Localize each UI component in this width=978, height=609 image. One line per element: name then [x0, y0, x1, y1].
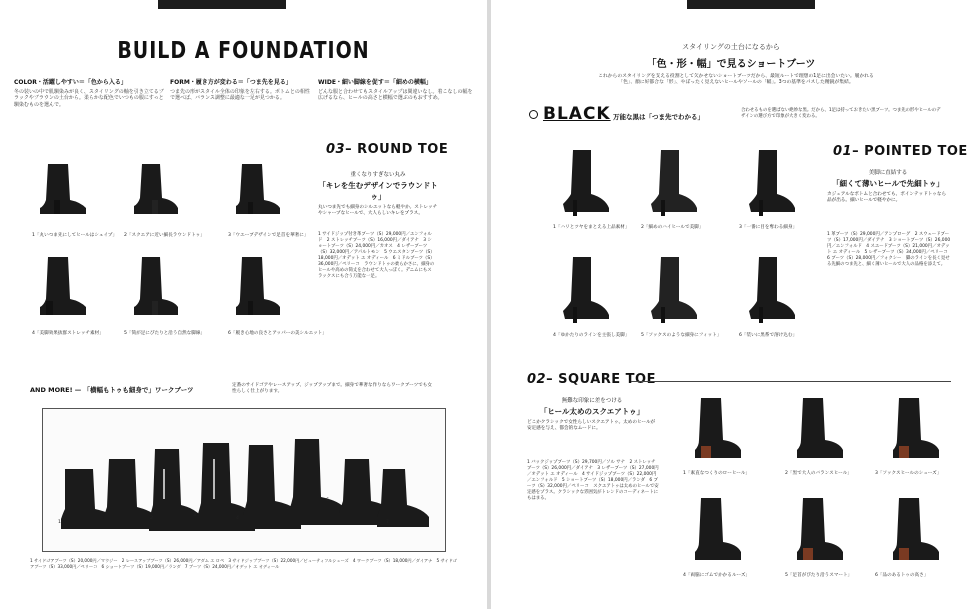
right-heading	[521, 42, 941, 70]
square-toe-title	[527, 372, 656, 387]
square-toe-tag-main: 「ヒール太めのスクエアトゥ」	[539, 407, 645, 416]
pointed-toe-tag-text: カジュアルなボトムと合わせても、ポインテッドトゥなら品が出る。細いヒールで軽やかに。	[827, 192, 947, 203]
square-caption-2: 2「黒で大人のバランスヒール」	[785, 471, 852, 476]
square-caption-6: 6「品のあるトゥの高さ」	[875, 573, 929, 578]
square-toe-tag	[527, 396, 657, 432]
intro-form-text: つま先の形がスタイル全体の印象を左右する。ボトムとの相性で選べば、バランス調整に最適な一足が見つかる。	[170, 88, 310, 101]
page-tab-marker-right	[687, 0, 815, 9]
square-boot-6-image	[879, 496, 945, 570]
pointed-boot-2-image	[639, 148, 699, 220]
square-boot-3-image	[879, 396, 945, 468]
intro-form-head: FORM・履き方が変わる＝「つま先を見る」	[170, 79, 292, 86]
work-caption-3: 3	[193, 513, 196, 518]
square-toe-rule	[631, 381, 951, 382]
pointed-toe-tag	[827, 168, 949, 204]
round-toe-label: – ROUND TOE	[345, 142, 449, 157]
work-caption-7: 7	[386, 520, 389, 525]
pointed-caption-5: 5「ソックスのような細身にフィット」	[641, 333, 722, 338]
square-caption-3: 3「ソックスヒールのシューズ」	[875, 471, 942, 476]
round-caption-1: 1「丸いつま先にしてヒールはシェイプ」	[32, 233, 118, 238]
right-heading-line-2: 「色・形・幅」で見るショートブーツ	[646, 59, 816, 70]
round-toe-title	[326, 142, 448, 157]
square-toe-number: 02	[527, 372, 547, 387]
work-caption-1: 1	[58, 520, 61, 525]
pointed-caption-6: 6「装いに黒系で溶け込む」	[739, 333, 798, 338]
round-boot-4-image	[30, 255, 90, 321]
pointed-toe-label: – POINTED TOE	[852, 144, 968, 159]
square-boot-2-image	[783, 396, 849, 468]
pointed-caption-4: 4「ゆかたりのラインを主張し美脚」	[553, 333, 630, 338]
round-caption-3: 3「ウエーブデザインで足首を華奢に」	[228, 233, 309, 238]
round-caption-5: 5「筒が足にぴたりと沿う自然な脚線」	[124, 331, 206, 336]
round-boot-5-image	[122, 255, 182, 321]
square-boot-4-image	[681, 496, 747, 570]
work-caption-6: 6	[326, 498, 329, 503]
square-boot-1-image	[681, 396, 747, 468]
square-toe-label: – SQUARE TOE	[546, 372, 656, 387]
black-text: 合わせるものを選ばない絶妙な黒。だから、1足は持っておきたい黒ブーツ。つま先の形やヒールのデザインの選び方で印象が大きく変わる。	[741, 108, 941, 119]
pointed-caption-2: 2「細めのハイヒールで美脚」	[641, 225, 704, 230]
intro-color-text: 冬の装いの中で肌馴染みが良く、スタイリングの軸を引き立てるブラックやブラウンの土台から。柔らかな配色でいつもの服にすっと馴染むものを選んで。	[14, 88, 164, 108]
black-heading: BLACK	[543, 104, 611, 124]
intro-wide	[318, 80, 476, 102]
pointed-caption-3: 3「一番に目を奪わる細身」	[739, 225, 798, 230]
round-caption-4: 4「美脚効果抜群ストレッチ素材」	[32, 331, 104, 336]
work-boots-body: 1 サイドゴアブーツ（S）20,000円／マウジー 2 レースアップブーツ（S）26,000円／アダム エ ロペ 3 サイドジップブーツ（S）22,000円／ビューティフルシューズ 4 ワークブーツ（S）18,000円／ダイアナ 5 サイドゴアブーツ（S）33,000円／ペリーコ 6 ショートブーツ（S）19,000円／ランダ 7 ブーツ（S）24,000円／オデット エ オディール	[30, 558, 457, 569]
square-caption-5: 5「足首がぴたり沿うスマート」	[785, 573, 853, 578]
round-boot-6-image	[226, 255, 286, 321]
round-boot-3-image	[226, 160, 286, 220]
pointed-caption-1: 1「ハリとツヤをまとえる上品素材」	[553, 225, 630, 230]
pointed-boot-4-image	[551, 255, 611, 327]
right-heading-line-1: スタイリングの土台になるから	[682, 43, 780, 51]
square-toe-tag-top: 無難な印象に差をつける	[561, 398, 623, 404]
round-boot-2-image	[122, 160, 182, 220]
right-page	[491, 0, 978, 609]
left-page	[0, 0, 487, 609]
page-title: BUILD A FOUNDATION	[117, 37, 370, 65]
work-boots-photo	[42, 408, 446, 552]
square-toe-body: 1 バックジップブーツ（S）29,700円／ソル サナ 2 ストレッチブーツ（S）26,000円／ダイアナ 3 レザーブーツ（S）27,000円／オデット エ オディール 4 サイドジップブーツ（S）22,000円／エンフォルド 5 ショートブーツ（S）18,000円／ランダ 6 ブーツ（S）32,000円／ペリーコ スクエアトゥは太めのヒールで安定感をプラス。クラシックな雰囲気がトレンドのコーディネートにもはまる。	[527, 460, 659, 501]
round-toe-tag-top: 重くなりすぎない丸み	[350, 172, 406, 178]
intro-color	[14, 80, 164, 108]
intro-wide-text: どんな服と合わせてもスタイルアップは間違いなし。着こなしの幅を広げるなら、ヒールの高さと横幅で選ぶのもおすすめ。	[318, 88, 473, 101]
round-toe-tag-text: 丸いつま先でも細身のシルエットなら軽やか。ストレッチやシャープなヒールで、大人らしいキレをプラス。	[318, 205, 438, 216]
pointed-boot-1-image	[551, 148, 611, 220]
pointed-boot-6-image	[737, 255, 797, 327]
intro-wide-head: WIDE・細い脚線を促す＝「細めの横幅」	[318, 79, 432, 86]
round-boot-1-image	[30, 160, 90, 220]
round-caption-2: 2「スクエアに近い細長ラウンドトゥ」	[124, 233, 205, 238]
pointed-boot-5-image	[639, 255, 699, 327]
pointed-toe-body: 1 革ブーツ（S）29,000円／アンプローグ 2 スウェードブーツ（S）17,000円／ダイアナ 3 ショートブーツ（S）26,000円／エンフォルド 4 スエードブーツ（S）21,000円／オデット エ オディール 5 レザーブーツ（S）34,000円／ペリーコ 6 ブーツ（S）28,000円／フォクシー 脚のラインを長く見せる先細のつま先と、細く薄いヒールで大人の品格を添えて。	[827, 232, 953, 267]
square-boot-5-image	[783, 496, 849, 570]
intro-color-head: COLOR・活躍しやすい＝「色から入る」	[14, 79, 127, 86]
work-caption-2: 2	[150, 516, 153, 521]
square-caption-1: 1「素直なつくりのローヒール」	[683, 471, 750, 476]
round-toe-number: 03	[326, 142, 346, 157]
work-caption-4: 4	[236, 516, 239, 521]
round-toe-tag-main: 「キレを生むデザインでラウンドトゥ」	[318, 181, 438, 201]
and-more-text: 定番のサイドゴアやレースアップ、ジップアップまで。細身で華奢な作りならワークブーツでも女性らしく仕上がります。	[232, 383, 432, 394]
right-intro-text: これからのスタイリングを支える役割として欠かせないショートブーツだから、最短ルートで理想の1足に出会いたい。履かれる「色」、顔に好都合な「形」、やぼったく見えないヒールやソールの「幅」。3つの基準をパスした精鋭が集結。	[598, 74, 874, 85]
square-toe-tag-text: どこかクラシックで女性らしいスクエアトゥ。太めのヒールが安定感を与え、都会的なムードに。	[527, 420, 656, 431]
work-caption-5: 5	[286, 506, 289, 511]
pointed-boot-3-image	[737, 148, 797, 220]
page-tab-marker	[158, 0, 286, 9]
round-caption-6: 6「履き心地の良さとアッパーの美シルエット」	[228, 331, 327, 336]
and-more-label: AND MORE! — 「横幅もトゥも細身で」ワークブーツ	[30, 386, 194, 394]
round-toe-tag	[318, 170, 438, 217]
round-toe-body: 1 サイドジップ付き革ブーツ（S）29,000円／エンフォルド 2 ストレッチブーツ（S）16,000円／ダイアナ 3 ショートブーツ（S）24,000円／カオス 4 レザーブーツ（S）32,000円／アパルトモン 5 ウエスタンブーツ（S）18,000円／オデット エ オディール 6 ミドルブーツ（S）36,000円／ペリーコ ラウンドトゥの柔らかさに、細身のヒールや高めの筒丈を合わせて大人っぽく。デニムにもスラックスにも合う万能な一足。	[318, 232, 435, 279]
pointed-toe-title	[833, 144, 968, 159]
pointed-toe-number: 01	[833, 144, 853, 159]
pointed-toe-tag-main: 「細くて薄いヒールで先細トゥ」	[832, 179, 944, 188]
square-caption-4: 4「両脇にゴムでかかるルーズ」	[683, 573, 751, 578]
black-subheading: 万能な黒は「つま先でわかる」	[613, 113, 704, 121]
pointed-toe-tag-top: 美脚に直結する	[868, 170, 908, 176]
intro-form	[170, 80, 310, 102]
black-bullet-icon	[529, 110, 538, 119]
